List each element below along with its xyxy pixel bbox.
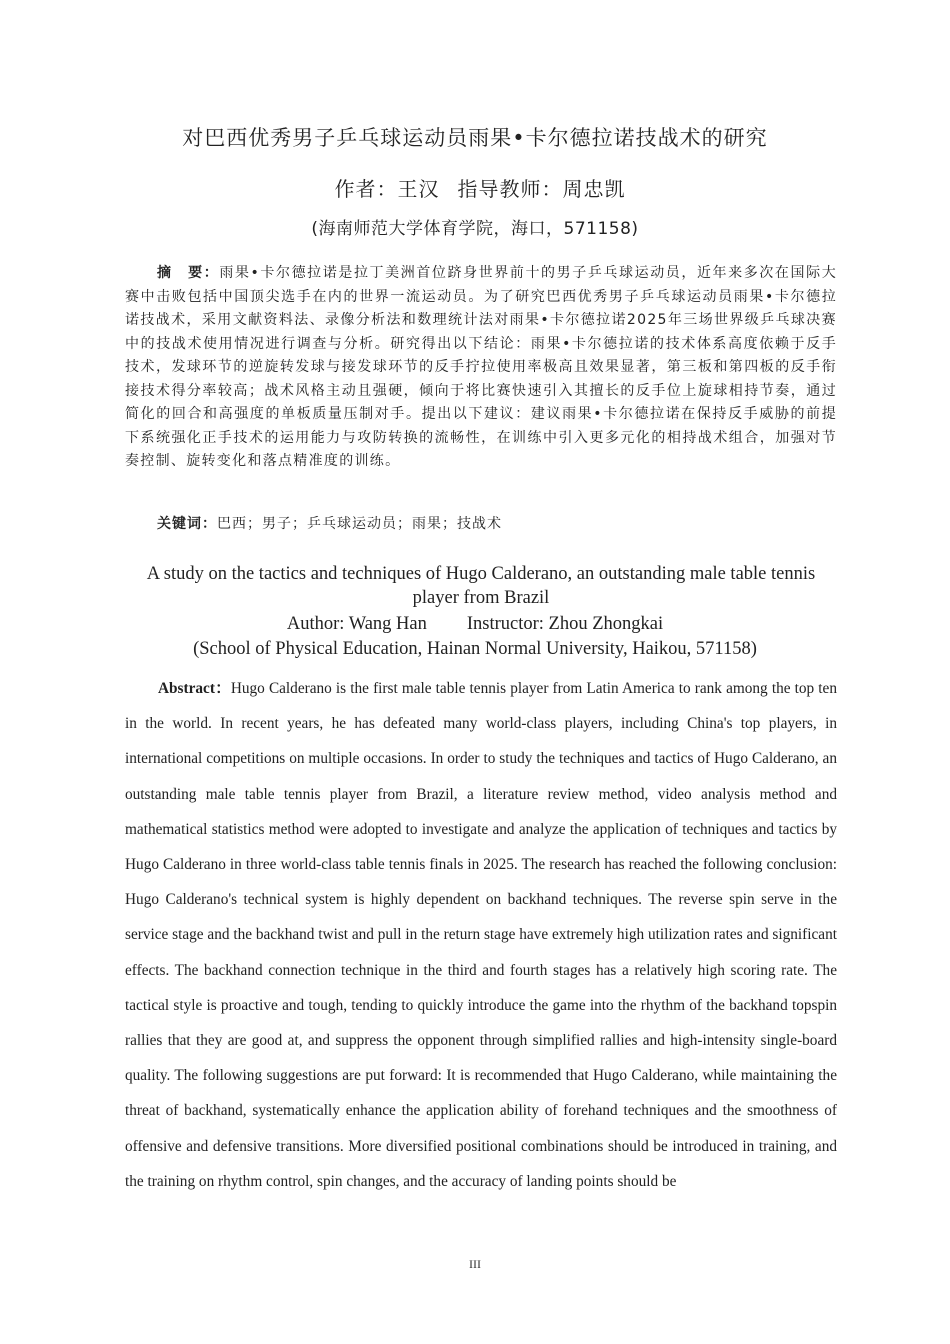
english-abstract	[125, 671, 837, 1199]
english-author: Author: Wang Han	[286, 614, 427, 634]
chinese-abstract-text: 雨果•卡尔德拉诺是拉丁美洲首位跻身世界前十的男子乒乓球运动员，近年来多次在国际大赛中击败包括中国顶尖选手在内的世界一流运动员。为了研究巴西优秀男子乒乓球运动员雨果•卡尔德拉诺技战术，采用文献资料法、录像分析法和数理统计法对雨果•卡尔德拉诺2025年三场世界级乒乓球决赛中的技战术使用情况进行调查与分析。研究得出以下结论：雨果•卡尔德拉诺的技术体系高度依赖于反手技术，发球环节的逆旋转发球与接发球环节的反手拧拉使用率极高且效果显著，第三板和第四板的反手衔接技术得分率较高；战术风格主动且强硬，倾向于将比赛快速引入其擅长的反手位上旋球相持节奏，通过简化的回合和高强度的单板质量压制对手。提出以下建议：建议雨果•卡尔德拉诺在保持反手威胁的前提下系统强化正手技术的运用能力与攻防转换的流畅性，在训练中引入更多元化的相持战术组合，加强对节奏控制、旋转变化和落点精准度的训练。	[125, 265, 837, 469]
page-number: III	[469, 1257, 481, 1271]
english-authors	[0, 612, 950, 636]
english-abstract-text: Hugo Calderano is the first male table tennis player from Latin America to rank among the top ten in the world. In recent years, he has defeated many world-class players, including China's top players, in international competitions on multiple occasions. In order to study the techniques and tactics of Hugo Calderano, an outstanding male table tennis player from Brazil, a literature review method, video analysis method and mathematical statistics method were adopted to investigate and analyze the application of techniques and tactics by Hugo Calderano in three world-class table tennis finals in 2025. The research has reached the following conclusion: Hugo Calderano's technical system is highly dependent on backhand techniques. The reverse spin serve in the service stage and the backhand twist and pull in the return stage have extremely high utilization rates and significant effects. The backhand connection technique in the third and fourth stages has a relatively high scoring rate. The tactical style is proactive and tough, tending to quickly introduce the game into the rhythm of the backhand topspin rallies that they are good at, and suppress the opponent through simplified rallies and high-intensity single-board quality. The following suggestions are put forward: It is recommended that Hugo Calderano, while maintaining the threat of backhand, systematically enhance the application ability of forehand techniques and the smoothness of offensive and defensive transitions. More diversified positional combinations should be introduced in training, and the training on rhythm control, spin changes, and the accuracy of landing points should be	[125, 680, 837, 1190]
english-title: A study on the tactics and techniques of Hugo Calderano, an outstanding male table tennis player from Brazil	[146, 564, 816, 608]
chinese-advisor: 指导教师：周忠凯	[457, 177, 626, 201]
english-abstract-label: Abstract：	[158, 680, 231, 697]
chinese-abstract	[125, 262, 837, 474]
chinese-title: 对巴西优秀男子乒乓球运动员雨果•卡尔德拉诺技战术的研究	[182, 126, 768, 150]
chinese-abstract-label: 摘 要：	[157, 265, 220, 281]
chinese-keywords-text: 巴西；男子；乒乓球运动员；雨果；技战术	[217, 516, 502, 532]
chinese-keywords-label: 关键词：	[157, 516, 217, 532]
chinese-keywords	[157, 513, 837, 536]
chinese-affiliation: (海南师范大学体育学院，海口，571158)	[311, 219, 639, 239]
chinese-author: 作者：王汉	[334, 177, 440, 201]
chinese-authors	[0, 173, 950, 202]
english-affiliation: (School of Physical Education, Hainan Normal University, Haikou, 571158)	[193, 639, 757, 659]
english-instructor: Instructor: Zhou Zhongkai	[466, 614, 664, 634]
